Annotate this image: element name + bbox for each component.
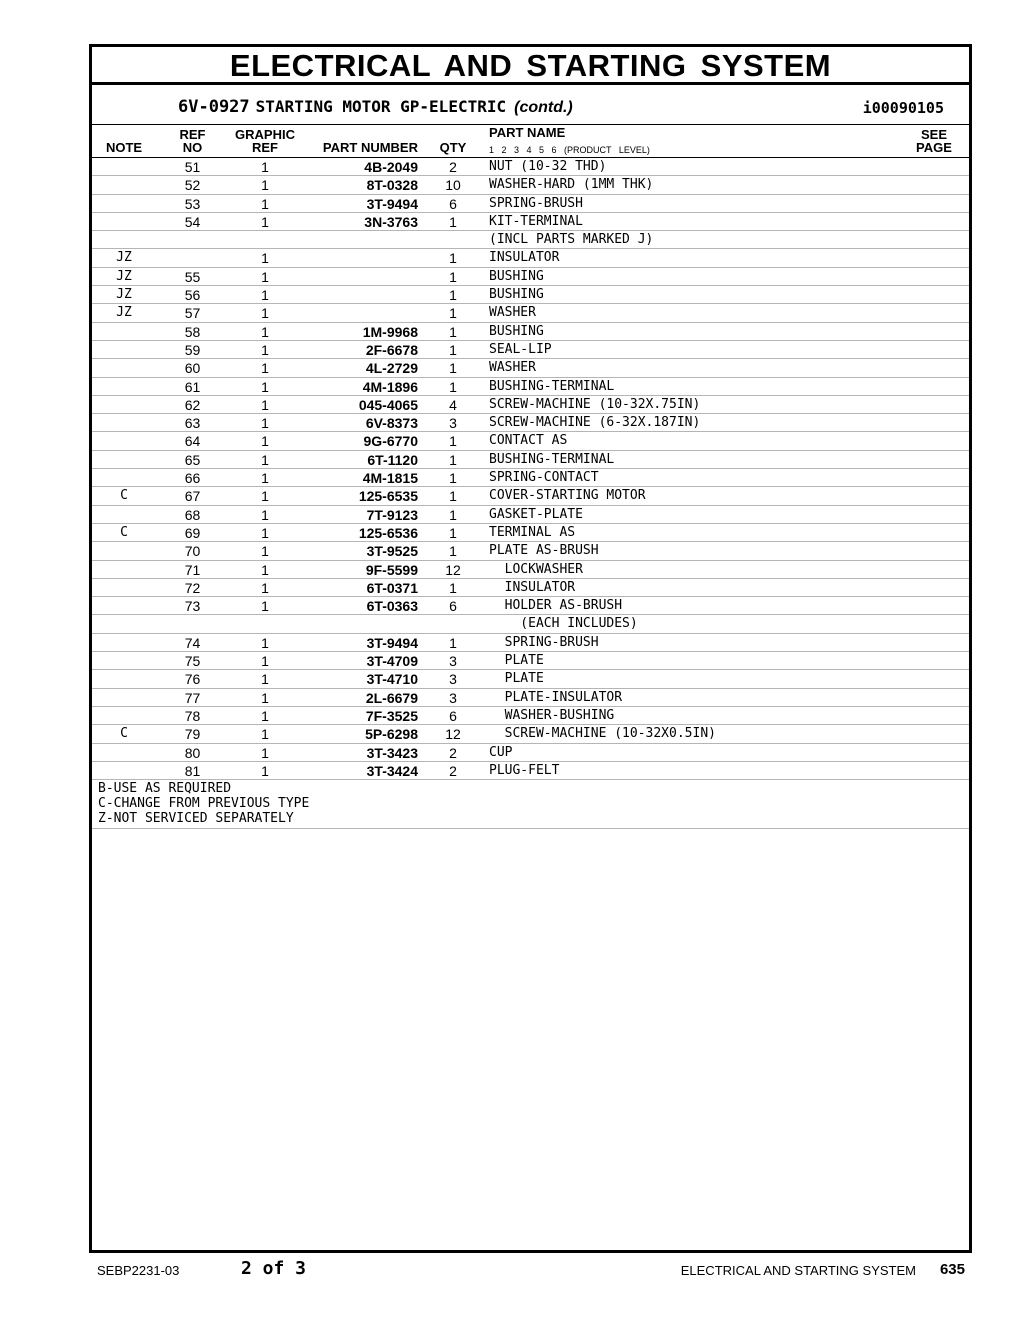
row-part-number: 3T-4709 <box>366 653 418 670</box>
table-row <box>92 524 969 542</box>
row-graphic-ref: 1 <box>261 177 269 194</box>
row-graphic-ref: 1 <box>261 213 269 230</box>
row-graphic-ref: 1 <box>261 762 269 779</box>
row-ref-no: 52 <box>184 177 201 194</box>
col-see-top: SEE <box>920 127 947 142</box>
footer-page-number: 635 <box>939 1261 965 1278</box>
row-graphic-ref: 1 <box>261 268 269 285</box>
row-ref-no: 65 <box>184 451 201 468</box>
note-b: B-USE AS REQUIRED <box>98 781 232 796</box>
row-graphic-ref: 1 <box>261 671 269 688</box>
row-qty: 3 <box>449 415 457 432</box>
parts-page-frame <box>89 44 972 1253</box>
column-headers <box>92 125 969 158</box>
row-part-number: 3T-4710 <box>366 671 418 688</box>
row-ref-no: 75 <box>184 653 201 670</box>
row-part-number: 8T-0328 <box>366 177 418 194</box>
row-qty: 1 <box>449 506 457 523</box>
row-qty: 1 <box>449 268 457 285</box>
row-ref-no: 80 <box>184 744 201 761</box>
table-row <box>92 561 969 579</box>
row-qty: 1 <box>449 524 457 541</box>
table-row <box>92 231 969 249</box>
row-note: JZ <box>116 305 132 321</box>
group-name: STARTING MOTOR GP-ELECTRIC <box>255 97 507 116</box>
table-row <box>92 286 969 304</box>
table-row <box>92 249 969 267</box>
row-ref-no: 54 <box>184 213 201 230</box>
row-part-name: HOLDER AS-BRUSH <box>489 598 623 614</box>
note-z: Z-NOT SERVICED SEPARATELY <box>98 811 294 826</box>
row-part-name: WASHER <box>489 305 536 321</box>
row-qty: 1 <box>449 250 457 267</box>
col-graphic-bottom: REF <box>252 140 278 155</box>
row-ref-no: 74 <box>184 634 201 651</box>
col-note: NOTE <box>105 140 143 155</box>
row-qty: 1 <box>449 470 457 487</box>
row-ref-no: 59 <box>184 341 201 358</box>
row-graphic-ref: 1 <box>261 159 269 175</box>
col-qty: QTY <box>439 140 467 155</box>
row-part-name: (EACH INCLUDES) <box>489 616 638 632</box>
group-continued: (contd.) <box>514 99 573 116</box>
table-row <box>92 744 969 762</box>
row-part-number: 3N-3763 <box>364 213 418 230</box>
row-part-name: LOCKWASHER <box>489 561 583 577</box>
row-ref-no: 55 <box>184 268 201 285</box>
table-row <box>92 707 969 725</box>
row-graphic-ref: 1 <box>261 451 269 468</box>
row-part-name: PLATE <box>489 653 544 669</box>
col-see-bottom: PAGE <box>916 140 952 155</box>
row-graphic-ref: 1 <box>261 579 269 596</box>
row-part-number: 6T-1120 <box>367 451 418 468</box>
row-graphic-ref: 1 <box>261 195 269 212</box>
row-graphic-ref: 1 <box>261 250 269 267</box>
footer-page-of: 2 of 3 <box>241 1258 307 1279</box>
row-qty: 1 <box>449 360 457 377</box>
row-graphic-ref: 1 <box>261 341 269 358</box>
table-row <box>92 634 969 652</box>
row-part-number: 7F-3525 <box>365 707 418 724</box>
row-part-number: 6T-0363 <box>366 598 418 615</box>
table-row <box>92 579 969 597</box>
row-qty: 1 <box>449 579 457 596</box>
row-qty: 1 <box>449 543 457 560</box>
row-part-name: WASHER <box>489 360 536 376</box>
illustration-id: i00090105 <box>862 99 944 117</box>
row-part-name: SCREW-MACHINE (10-32X.75IN) <box>489 396 701 412</box>
row-graphic-ref: 1 <box>261 305 269 322</box>
row-qty: 2 <box>449 159 457 175</box>
row-part-name: PLATE <box>489 671 544 687</box>
row-graphic-ref: 1 <box>261 543 269 560</box>
page-title: ELECTRICAL AND STARTING SYSTEM <box>92 47 969 85</box>
row-qty: 3 <box>449 671 457 688</box>
row-ref-no: 62 <box>184 396 201 413</box>
row-part-name: SPRING-CONTACT <box>489 470 599 486</box>
row-part-number: 5P-6298 <box>365 726 418 743</box>
row-graphic-ref: 1 <box>261 744 269 761</box>
row-qty: 6 <box>449 195 457 212</box>
row-qty: 2 <box>449 762 457 779</box>
row-qty: 1 <box>449 305 457 322</box>
row-part-name: SPRING-BRUSH <box>489 195 583 211</box>
row-part-name: SEAL-LIP <box>489 341 552 357</box>
table-row <box>92 689 969 707</box>
row-part-name: GASKET-PLATE <box>489 506 583 522</box>
table-row <box>92 378 969 396</box>
table-row <box>92 432 969 450</box>
row-part-number: 7T-9123 <box>366 506 418 523</box>
table-row <box>92 176 969 194</box>
row-part-name: INSULATOR <box>489 579 576 595</box>
table-row <box>92 323 969 341</box>
row-part-number: 045-4065 <box>358 396 418 413</box>
row-part-number: 2F-6678 <box>365 341 418 358</box>
group-part-number: 6V-0927 <box>178 97 250 117</box>
note-c: C-CHANGE FROM PREVIOUS TYPE <box>98 796 310 811</box>
row-ref-no: 67 <box>184 488 201 505</box>
row-graphic-ref: 1 <box>261 378 269 395</box>
row-graphic-ref: 1 <box>261 323 269 340</box>
table-row <box>92 213 969 231</box>
row-qty: 1 <box>449 341 457 358</box>
row-ref-no: 70 <box>184 543 201 560</box>
row-part-number: 6V-8373 <box>365 415 418 432</box>
row-graphic-ref: 1 <box>261 287 269 304</box>
row-ref-no: 56 <box>184 287 201 304</box>
row-qty: 1 <box>449 451 457 468</box>
row-part-name: NUT (10-32 THD) <box>489 159 607 174</box>
row-part-number: 9G-6770 <box>363 433 418 450</box>
row-part-name: KIT-TERMINAL <box>489 213 583 229</box>
group-title <box>178 97 573 117</box>
col-ref-bottom: NO <box>182 140 203 155</box>
row-ref-no: 78 <box>184 707 201 724</box>
row-qty: 10 <box>445 177 461 194</box>
table-row <box>92 762 969 780</box>
table-row <box>92 506 969 524</box>
row-part-number: 125-6535 <box>358 488 418 505</box>
table-row <box>92 652 969 670</box>
row-note: JZ <box>116 287 132 303</box>
row-part-number: 3T-3424 <box>366 762 418 779</box>
row-ref-no: 53 <box>184 195 201 212</box>
row-note: C <box>120 726 128 742</box>
row-part-number: 4M-1815 <box>362 470 418 487</box>
row-qty: 12 <box>445 561 461 578</box>
col-ref-top: REF <box>179 127 206 142</box>
row-part-name: COVER-STARTING MOTOR <box>489 488 646 504</box>
parts-table <box>92 158 969 780</box>
row-ref-no: 58 <box>184 323 201 340</box>
row-part-name: BUSHING-TERMINAL <box>489 451 615 467</box>
table-row <box>92 359 969 377</box>
row-part-number: 3T-9494 <box>366 634 418 651</box>
row-qty: 6 <box>449 598 457 615</box>
row-ref-no: 69 <box>184 524 201 541</box>
row-graphic-ref: 1 <box>261 707 269 724</box>
row-graphic-ref: 1 <box>261 726 269 743</box>
row-qty: 2 <box>449 744 457 761</box>
row-qty: 1 <box>449 433 457 450</box>
table-row <box>92 725 969 743</box>
row-graphic-ref: 1 <box>261 506 269 523</box>
row-part-name: TERMINAL AS <box>489 524 576 540</box>
row-ref-no: 66 <box>184 470 201 487</box>
table-row <box>92 195 969 213</box>
group-header <box>92 85 969 125</box>
row-part-name: BUSHING <box>489 268 544 284</box>
row-graphic-ref: 1 <box>261 360 269 377</box>
col-part-name: PART NAME <box>489 125 566 140</box>
row-part-name: SCREW-MACHINE (6-32X.187IN) <box>489 415 701 431</box>
row-part-name: BUSHING <box>489 323 544 339</box>
row-part-number: 4L-2729 <box>365 360 418 377</box>
row-graphic-ref: 1 <box>261 524 269 541</box>
row-part-number: 2L-6679 <box>365 689 418 706</box>
table-row <box>92 615 969 633</box>
col-graphic-top: GRAPHIC <box>235 127 295 142</box>
row-qty: 1 <box>449 287 457 304</box>
row-graphic-ref: 1 <box>261 415 269 432</box>
row-ref-no: 51 <box>184 159 201 175</box>
notes-legend <box>92 781 969 829</box>
row-part-name: SPRING-BRUSH <box>489 634 599 650</box>
row-note: C <box>120 524 128 540</box>
row-part-name: (INCL PARTS MARKED J) <box>489 232 654 248</box>
row-part-name: PLUG-FELT <box>489 762 560 778</box>
row-graphic-ref: 1 <box>261 689 269 706</box>
row-qty: 12 <box>445 726 461 743</box>
row-qty: 6 <box>449 707 457 724</box>
row-part-name: WASHER-BUSHING <box>489 707 615 723</box>
row-graphic-ref: 1 <box>261 470 269 487</box>
table-row <box>92 304 969 322</box>
row-graphic-ref: 1 <box>261 653 269 670</box>
row-part-name: INSULATOR <box>489 250 560 266</box>
row-part-name: PLATE AS-BRUSH <box>489 543 599 559</box>
row-ref-no: 71 <box>184 561 201 578</box>
row-ref-no: 64 <box>184 433 201 450</box>
table-row <box>92 542 969 560</box>
row-ref-no: 61 <box>184 378 201 395</box>
table-row <box>92 451 969 469</box>
row-part-name: SCREW-MACHINE (10-32X0.5IN) <box>489 726 716 742</box>
row-note: JZ <box>116 268 132 284</box>
row-ref-no: 68 <box>184 506 201 523</box>
footer-section: ELECTRICAL AND STARTING SYSTEM <box>680 1263 916 1278</box>
page-footer <box>97 1258 967 1282</box>
row-ref-no: 76 <box>184 671 201 688</box>
row-note: C <box>120 488 128 504</box>
row-ref-no: 63 <box>184 415 201 432</box>
table-row <box>92 268 969 286</box>
row-part-number: 3T-9525 <box>366 543 418 560</box>
row-qty: 1 <box>449 378 457 395</box>
row-part-number: 1M-9968 <box>362 323 418 340</box>
col-product-levels: 1 2 3 4 5 6 (PRODUCT LEVEL) <box>489 145 650 155</box>
footer-doc-number: SEBP2231-03 <box>97 1263 180 1278</box>
row-qty: 4 <box>449 396 457 413</box>
table-row <box>92 414 969 432</box>
row-graphic-ref: 1 <box>261 561 269 578</box>
row-note: JZ <box>116 250 132 266</box>
row-ref-no: 57 <box>184 305 201 322</box>
row-ref-no: 60 <box>184 360 201 377</box>
row-graphic-ref: 1 <box>261 598 269 615</box>
row-part-name: WASHER-HARD (1MM THK) <box>489 177 654 193</box>
row-qty: 1 <box>449 488 457 505</box>
col-part-number: PART NUMBER <box>322 140 418 155</box>
table-row <box>92 158 969 176</box>
table-row <box>92 670 969 688</box>
row-part-name: BUSHING <box>489 287 544 303</box>
row-part-number: 9F-5599 <box>365 561 418 578</box>
row-part-number: 4M-1896 <box>362 378 418 395</box>
table-row <box>92 469 969 487</box>
row-graphic-ref: 1 <box>261 433 269 450</box>
row-part-number: 3T-9494 <box>366 195 418 212</box>
table-row <box>92 487 969 505</box>
row-ref-no: 77 <box>184 689 201 706</box>
row-ref-no: 79 <box>184 726 201 743</box>
row-ref-no: 72 <box>184 579 201 596</box>
row-part-name: CUP <box>489 744 513 760</box>
row-part-name: PLATE-INSULATOR <box>489 689 623 705</box>
row-part-name: BUSHING-TERMINAL <box>489 378 615 394</box>
row-qty: 3 <box>449 653 457 670</box>
row-ref-no: 81 <box>184 762 201 779</box>
row-part-number: 4B-2049 <box>364 159 418 175</box>
row-part-name: CONTACT AS <box>489 433 568 449</box>
row-qty: 3 <box>449 689 457 706</box>
row-graphic-ref: 1 <box>261 634 269 651</box>
table-row <box>92 396 969 414</box>
row-graphic-ref: 1 <box>261 488 269 505</box>
table-row <box>92 341 969 359</box>
row-part-number: 125-6536 <box>358 524 418 541</box>
row-qty: 1 <box>449 634 457 651</box>
row-ref-no: 73 <box>184 598 201 615</box>
row-graphic-ref: 1 <box>261 396 269 413</box>
row-qty: 1 <box>449 213 457 230</box>
row-part-number: 6T-0371 <box>366 579 418 596</box>
table-row <box>92 597 969 615</box>
row-part-number: 3T-3423 <box>366 744 418 761</box>
row-qty: 1 <box>449 323 457 340</box>
